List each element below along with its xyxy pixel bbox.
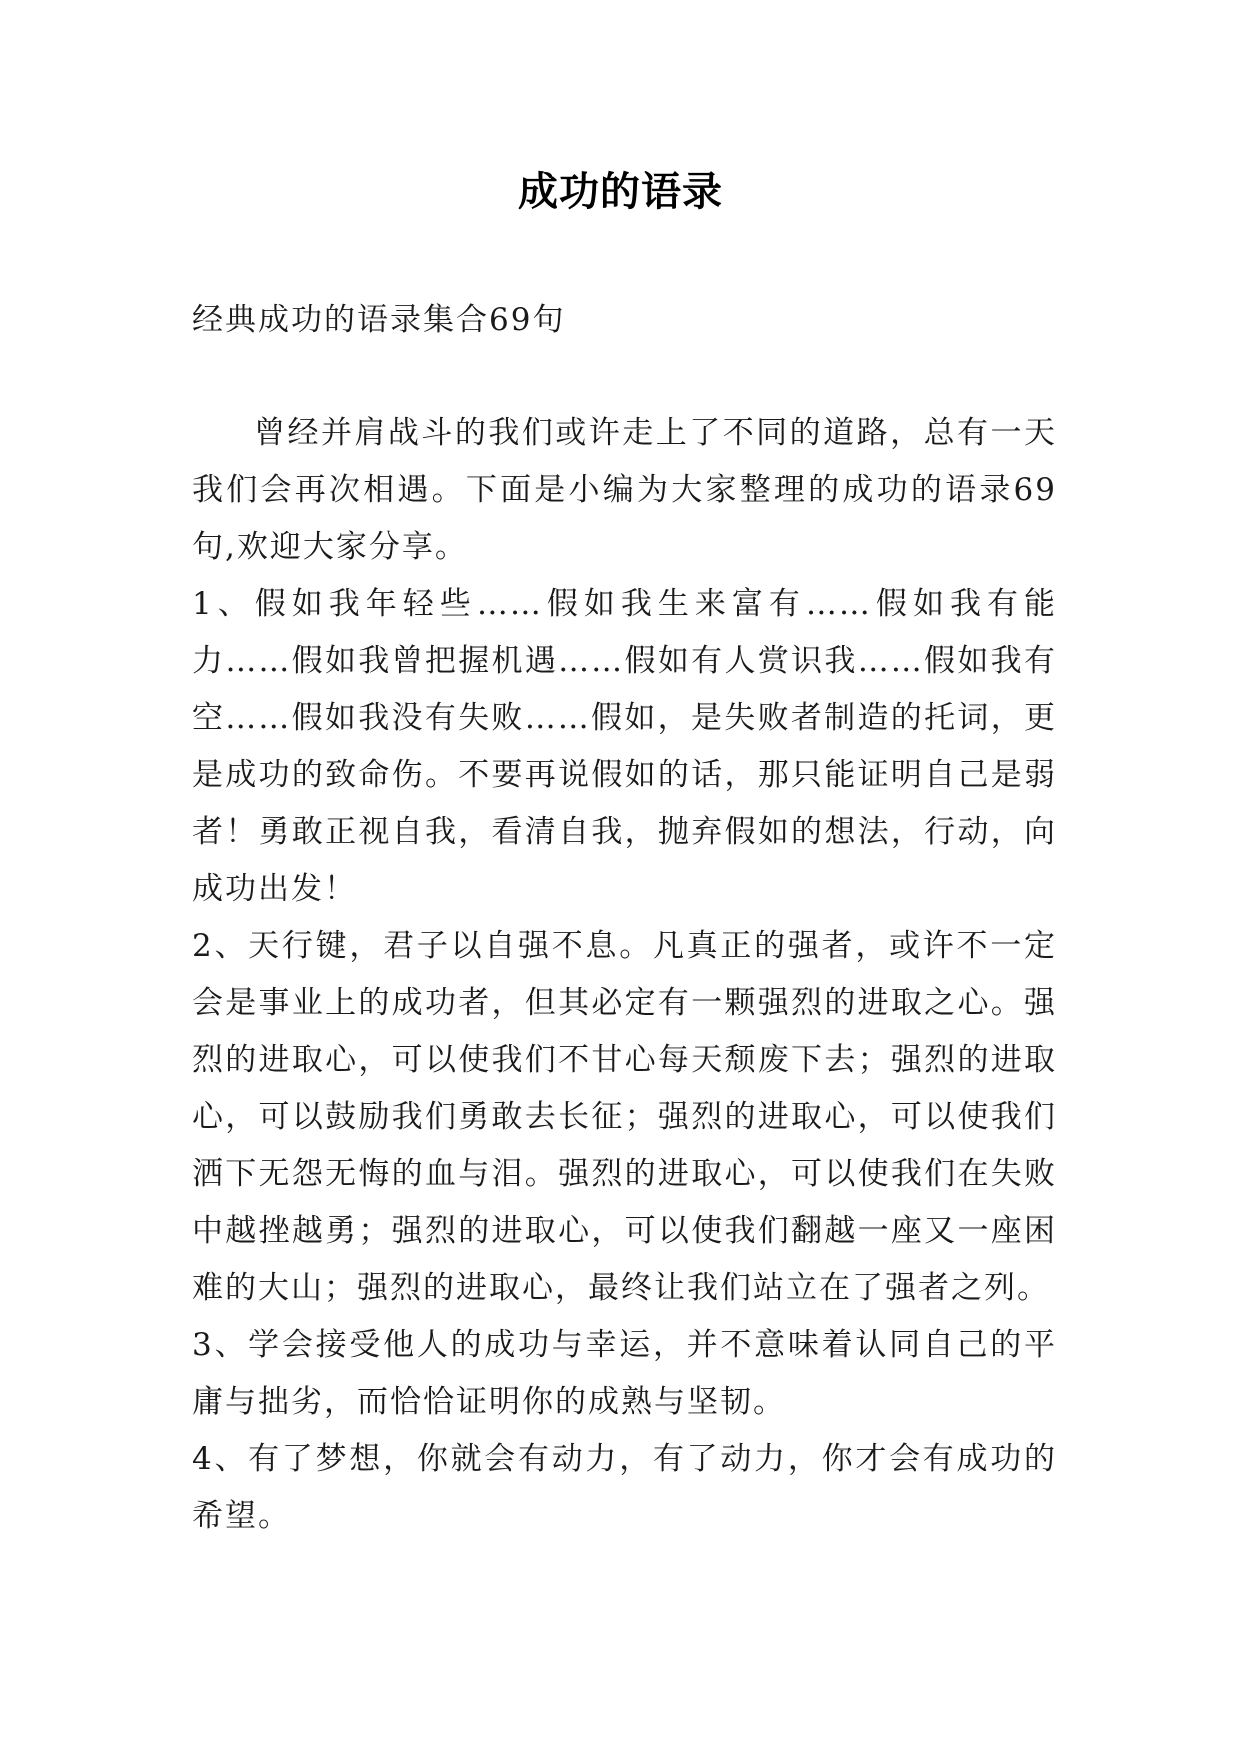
document-body bbox=[192, 405, 1057, 1545]
intro-paragraph: 曾经并肩战斗的我们或许走上了不同的道路，总有一天我们会再次相遇。下面是小编为大家整理的成功的语录69句,欢迎大家分享。 bbox=[192, 415, 1057, 565]
quote-item-3: 3、学会接受他人的成功与幸运，并不意味着认同自己的平庸与拙劣，而恰恰证明你的成熟与坚韧。 bbox=[192, 1327, 1057, 1420]
quote-item-1: 1、假如我年轻些……假如我生来富有……假如我有能力……假如我曾把握机遇……假如有人赏识我……假如我有空……假如我没有失败……假如，是失败者制造的托词，更是成功的致命伤。不要再说假如的话，那只能证明自己是弱者！勇敢正视自我，看清自我，抛弃假如的想法，行动，向成功出发！ bbox=[192, 586, 1057, 907]
quote-item-4: 4、有了梦想，你就会有动力，有了动力，你才会有成功的希望。 bbox=[192, 1441, 1057, 1534]
quote-item-2: 2、天行键，君子以自强不息。凡真正的强者，或许不一定会是事业上的成功者，但其必定有一颗强烈的进取之心。强烈的进取心，可以使我们不甘心每天颓废下去；强烈的进取心，可以鼓励我们勇敢去长征；强烈的进取心，可以使我们洒下无怨无悔的血与泪。强烈的进取心，可以使我们在失败中越挫越勇；强烈的进取心，可以使我们翻越一座又一座困难的大山；强烈的进取心，最终让我们站立在了强者之列。 bbox=[192, 928, 1057, 1306]
document-title: 成功的语录 bbox=[518, 168, 723, 215]
document-subtitle: 经典成功的语录集合69句 bbox=[192, 302, 566, 338]
